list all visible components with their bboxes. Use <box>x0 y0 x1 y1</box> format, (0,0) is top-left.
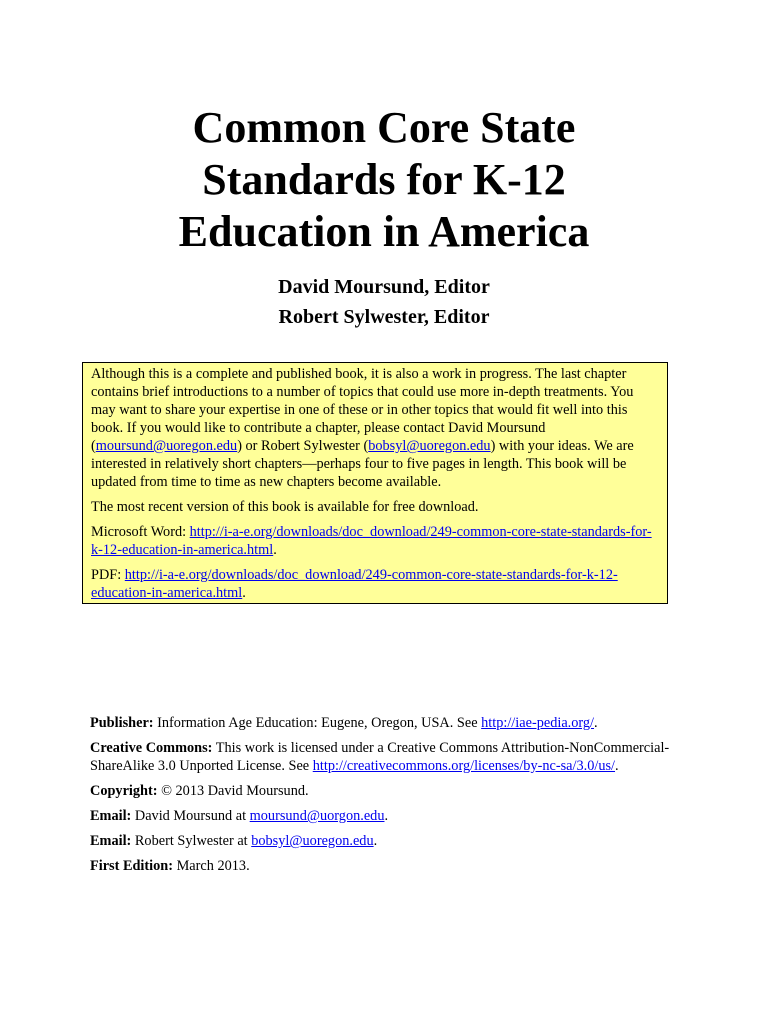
email-line-2 <box>90 832 690 850</box>
cc-label: Creative Commons: <box>90 740 213 756</box>
word-download-link[interactable]: http://i-a-e.org/downloads/doc_download/249-common-core-state-standards-for-k-12-education-in-america.html <box>91 524 652 558</box>
word-period: . <box>273 542 277 558</box>
publisher-line <box>90 714 690 732</box>
moursund-email-link-2[interactable]: moursund@uorgon.edu <box>249 808 385 824</box>
notice-paragraph-2: The most recent version of this book is available for free download. <box>91 499 479 515</box>
pdf-download-link[interactable]: http://i-a-e.org/downloads/doc_download/249-common-core-state-standards-for-k-12-education-in-america.html <box>91 567 618 601</box>
editor-1: David Moursund, Editor <box>278 276 490 298</box>
sylwester-email-link-2[interactable]: bobsyl@uoregon.edu <box>251 833 374 849</box>
sylwester-email-link[interactable]: bobsyl@uoregon.edu <box>368 438 491 454</box>
edition-text: March 2013. <box>173 858 250 874</box>
notice-text-a: Although this is a complete and published book, it is also a work in progress. The last chapter contains brief introductions to a number of topics that could use more in-depth treatments. You may want to share your expertise in one of these or in other topics that would fit well into this book. If you would like to contribute a chapter, please contact David Moursund ( <box>91 366 634 454</box>
moursund-email-link[interactable]: moursund@uoregon.edu <box>95 438 238 454</box>
email-line-1 <box>90 807 690 825</box>
copyright-text: © 2013 David Moursund. <box>157 783 309 799</box>
publication-info <box>90 714 690 882</box>
edition-label: First Edition: <box>90 858 174 874</box>
email1-period: . <box>384 808 389 824</box>
title-line-3: Education in America <box>178 207 590 256</box>
copyright-line <box>90 782 690 800</box>
notice-paragraph-1 <box>91 365 659 491</box>
cc-period: . <box>615 758 619 774</box>
publisher-period: . <box>594 715 598 731</box>
notice-text-c: ) with your ideas. We are interested in relatively short chapters—perhaps four to five pages in length. This book will be updated from time to time as new chapters become available. <box>91 438 634 490</box>
pdf-period: . <box>242 585 246 601</box>
work-in-progress-notice <box>82 362 668 604</box>
email1-label: Email: <box>90 808 132 824</box>
publisher-label: Publisher: <box>90 715 154 731</box>
editor-2: Robert Sylwester, Editor <box>278 306 490 328</box>
pdf-label: PDF: <box>91 567 125 583</box>
word-download <box>91 523 659 559</box>
email2-period: . <box>373 833 378 849</box>
word-label: Microsoft Word: <box>91 524 190 540</box>
email1-text: David Moursund at <box>131 808 250 824</box>
notice-text-b: ) or Robert Sylwester ( <box>237 438 369 454</box>
publisher-link[interactable]: http://iae-pedia.org/ <box>481 715 595 731</box>
title-line-2: Standards for K-12 <box>202 155 566 204</box>
copyright-label: Copyright: <box>90 783 158 799</box>
title-line-1: Common Core State <box>192 103 576 152</box>
editors-block <box>0 272 768 332</box>
email2-label: Email: <box>90 833 132 849</box>
book-title <box>0 102 768 258</box>
creative-commons-line <box>90 739 690 775</box>
edition-line <box>90 857 690 875</box>
cc-license-link[interactable]: http://creativecommons.org/licenses/by-nc-sa/3.0/us/ <box>312 758 616 774</box>
email2-text: Robert Sylwester at <box>131 833 252 849</box>
pdf-download <box>91 566 659 602</box>
publisher-text: Information Age Education: Eugene, Oregon, USA. See <box>153 715 482 731</box>
cc-text: This work is licensed under a Creative Commons Attribution-NonCommercial-ShareAlike 3.0 Unported License. See <box>90 740 670 774</box>
